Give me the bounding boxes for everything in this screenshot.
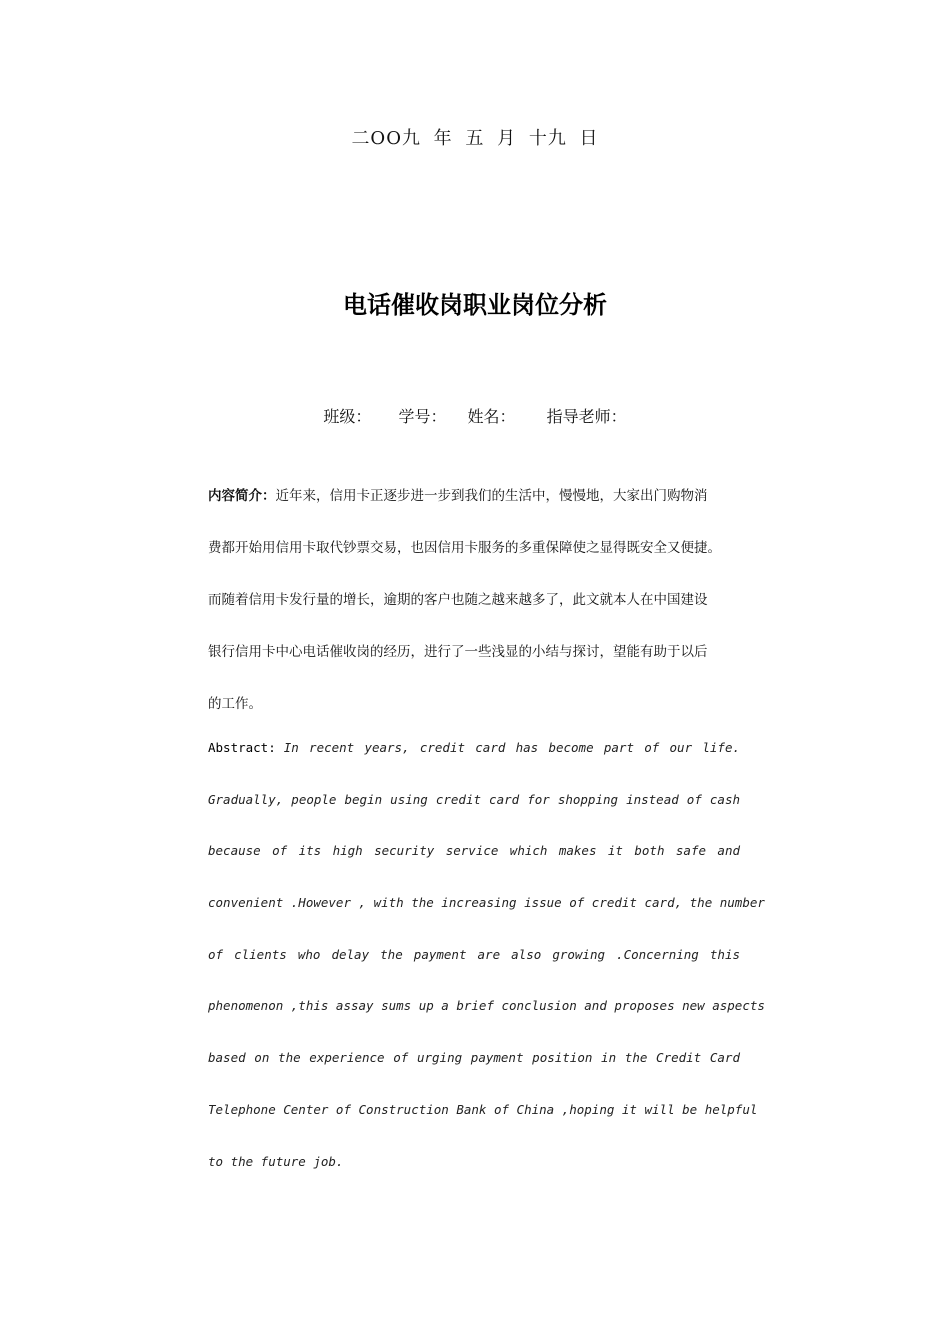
abstract-line: of clients who delay the payment are also growing .Concerning this xyxy=(208,946,740,962)
summary-line: 而随着信用卡发行量的增长，逾期的客户也随之越来越多了，此文就本人在中国建设 xyxy=(208,592,708,608)
student-id-label: 学号： xyxy=(398,407,447,426)
page-title: 电话催收岗职业岗位分析 xyxy=(343,291,607,319)
content-summary xyxy=(208,470,748,730)
summary-line xyxy=(208,470,748,522)
abstract-section xyxy=(208,722,765,1187)
abstract-line: phenomenon ,this assay sums up a brief conclusion and proposes new aspects xyxy=(208,998,765,1014)
abstract-line xyxy=(208,722,740,774)
abstract-line: based on the experience of urging payment position in the Credit Card xyxy=(208,1050,740,1066)
student-info-line xyxy=(0,404,950,427)
advisor-label: 指导老师： xyxy=(546,407,627,426)
abstract-line: convenient .However , with the increasing issue of credit card, the number xyxy=(208,895,765,911)
summary-label: 内容简介： xyxy=(208,488,276,504)
summary-line: 银行信用卡中心电话催收岗的经历，进行了一些浅显的小结与探讨，望能有助于以后 xyxy=(208,644,708,660)
name-label: 姓名： xyxy=(467,407,516,426)
summary-line: 的工作。 xyxy=(208,696,262,712)
summary-line: 费都开始用信用卡取代钞票交易，也因信用卡服务的多重保障使之显得既安全又便捷。 xyxy=(208,540,721,556)
abstract-text: In recent years, credit card has become part of our life. xyxy=(283,740,740,755)
summary-text: 近年来，信用卡正逐步进一步到我们的生活中，慢慢地，大家出门购物消 xyxy=(275,488,708,504)
abstract-line: Telephone Center of Construction Bank of China ,hoping it will be helpful xyxy=(208,1101,758,1117)
date-line: 二OO九 年 五 月 十九 日 xyxy=(351,128,599,149)
abstract-line: to the future job. xyxy=(208,1153,344,1169)
abstract-line: Gradually, people begin using credit card for shopping instead of cash xyxy=(208,791,740,807)
class-label: 班级： xyxy=(323,407,372,426)
abstract-label: Abstract: xyxy=(208,740,276,755)
abstract-line: because of its high security service which makes it both safe and xyxy=(208,843,740,859)
